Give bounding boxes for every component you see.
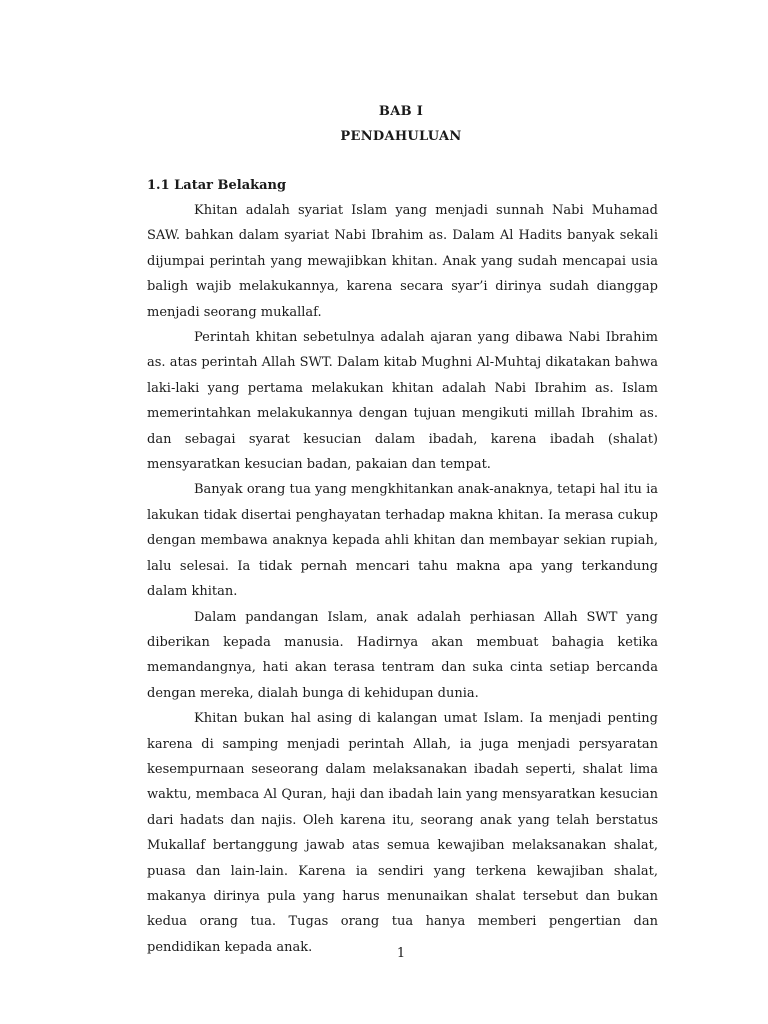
paragraph: Khitan adalah syariat Islam yang menjadi sunnah Nabi Muhamad SAW. bahkan dalam syariat Nabi Ibrahim as. Dalam Al Hadits banyak sekali dijumpai perintah yang mewajibkan khitan. Anak yang sudah mencapai usia baligh wajib melakukannya, karena secara syar’i dirinya sudah dianggap menjadi seorang mukallaf. bbox=[147, 203, 658, 320]
paragraph: Perintah khitan sebetulnya adalah ajaran yang dibawa Nabi Ibrahim as. atas perintah Allah SWT. Dalam kitab Mughni Al-Muhtaj dikatakan bahwa laki-laki yang pertama melakukan khitan adalah Nabi Ibrahim as. Islam memerintahkan melakukannya dengan tujuan mengikuti millah Ibrahim as. dan sebagai syarat kesucian dalam ibadah, karena ibadah (shalat) mensyaratkan kesucian badan, pakaian dan tempat. bbox=[147, 330, 658, 473]
paragraph: Dalam pandangan Islam, anak adalah perhiasan Allah SWT yang diberikan kepada manusia. Hadirnya akan membuat bahagia ketika memandangnya, hati akan terasa tentram dan suka cinta setiap bercanda dengan mereka, dialah bunga di kehidupan dunia. bbox=[147, 609, 658, 701]
page-number: 1 bbox=[396, 946, 406, 961]
chapter-title: PENDAHULUAN bbox=[340, 129, 462, 144]
paragraph: Banyak orang tua yang mengkhitankan anak-anaknya, tetapi hal itu ia lakukan tidak disertai penghayatan terhadap makna khitan. Ia merasa cukup dengan membawa anaknya kepada ahli khitan dan membayar sekian rupiah, lalu selesai. Ia tidak pernah mencari tahu makna apa yang terkandung dalam khitan. bbox=[147, 482, 658, 600]
chapter-number: BAB I bbox=[378, 104, 424, 119]
section-heading: 1.1 Latar Belakang bbox=[147, 178, 287, 193]
paragraph: Khitan bukan hal asing di kalangan umat Islam. Ia menjadi penting karena di samping menjadi perintah Allah, ia juga menjadi persyaratan kesempurnaan seseorang dalam melaksanakan ibadah seperti, shalat lima waktu, membaca Al Quran, haji dan ibadah lain yang mensyaratkan kesucian dari hadats dan najis. Oleh karena itu, seorang anak yang telah berstatus Mukallaf bertanggung jawab atas semua kewajiban melaksanakan shalat, puasa dan lain-lain. Karena ia sendiri yang terkena kewajiban shalat, makanya dirinya pula yang harus menunaikan shalat tersebut dan bukan kedua orang tua. Tugas orang tua hanya memberi pengertian dan pendidikan kepada anak. bbox=[147, 711, 658, 955]
body-text bbox=[147, 198, 658, 960]
